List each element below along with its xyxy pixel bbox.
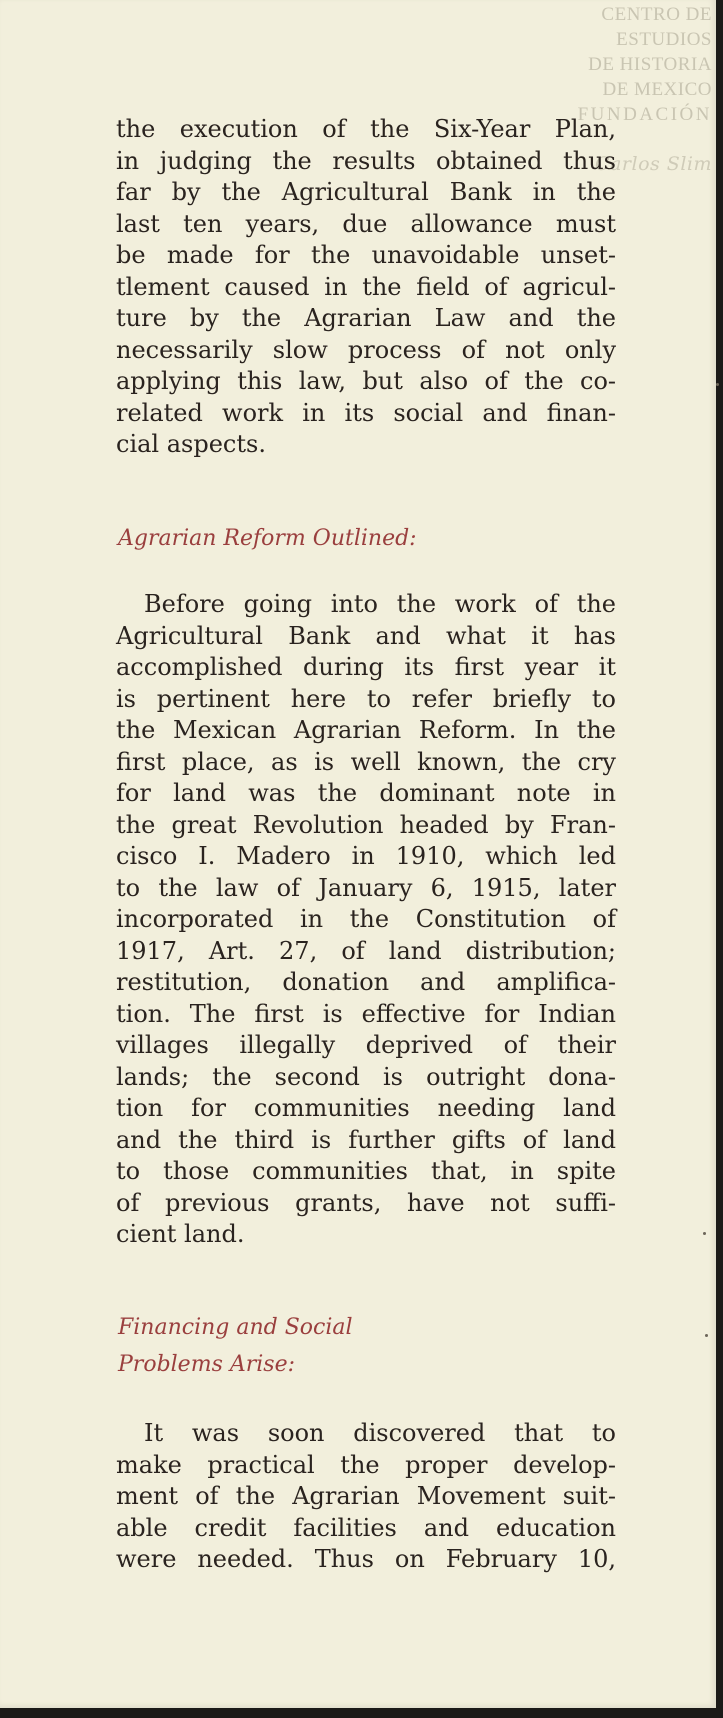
text-line: tion. The first is effective for Indian: [116, 999, 616, 1028]
text-line: far by the Agricultural Bank in the: [116, 178, 616, 206]
text-line: in judging the results obtained thus: [116, 146, 616, 175]
paper-speck: [703, 1232, 706, 1235]
heading-line: Problems Arise:: [118, 1352, 296, 1377]
paragraph-3: [116, 1418, 616, 1576]
text-line: the execution of the Six-Year Plan,: [116, 115, 616, 143]
text-line: make practical the proper develop-: [116, 1450, 616, 1479]
text-line: to the law of January 6, 1915, later: [116, 873, 616, 902]
heading-line: Financing and Social: [118, 1315, 353, 1340]
text-line: and the third is further gifts of land: [116, 1125, 616, 1154]
paper-speck: [716, 383, 719, 386]
text-line: able credit facilities and education: [116, 1513, 616, 1542]
watermark-line: DE HISTORIA: [588, 54, 712, 75]
text-line: ment of the Agrarian Movement suit-: [116, 1482, 616, 1510]
text-line: of previous grants, have not suffi-: [116, 1188, 616, 1217]
section-heading-financing: [118, 1309, 353, 1383]
text-line: cial aspects.: [116, 430, 266, 458]
text-line: lands; the second is outright dona-: [116, 1062, 616, 1091]
text-line: 1917, Art. 27, of land distribution;: [116, 936, 616, 965]
heading-line: Agrarian Reform Outlined:: [118, 526, 417, 551]
text-line: necessarily slow process of not only: [116, 335, 616, 364]
text-line: were needed. Thus on February 10,: [116, 1545, 616, 1573]
text-line: last ten years, due allowance must: [116, 209, 616, 238]
text-line: It was soon discovered that to: [144, 1419, 616, 1447]
text-line: Before going into the work of the: [144, 590, 616, 618]
archive-watermark: [512, 2, 712, 175]
text-line: related work in its social and finan-: [116, 398, 616, 427]
text-line: villages illegally deprived of their: [116, 1031, 616, 1059]
section-heading-agrarian-reform: [118, 520, 417, 557]
text-line: for land was the dominant note in: [116, 779, 616, 807]
text-line: tlement caused in the field of agricul-: [116, 272, 616, 301]
paragraph-1: [116, 114, 616, 461]
text-line: accomplished during its first year it: [116, 653, 616, 681]
watermark-signature: Carlos Slim: [595, 153, 712, 175]
watermark-line: DE MEXICO: [602, 79, 712, 100]
text-line: incorporated in the Constitution of: [116, 905, 616, 933]
text-line: to those communities that, in spite: [116, 1157, 616, 1185]
text-line: Agricultural Bank and what it has: [116, 621, 616, 650]
text-line: cisco I. Madero in 1910, which led: [116, 842, 616, 870]
paragraph-2: [116, 589, 616, 1251]
paper-speck: [705, 1334, 708, 1337]
text-line: cient land.: [116, 1220, 245, 1248]
text-line: is pertinent here to refer briefly to: [116, 684, 616, 713]
text-line: be made for the unavoidable unset-: [116, 241, 616, 269]
text-line: the great Revolution headed by Fran-: [116, 810, 616, 839]
text-line: applying this law, but also of the co-: [116, 367, 616, 395]
text-line: ture by the Agrarian Law and the: [116, 304, 616, 332]
text-line: tion for communities needing land: [116, 1094, 616, 1122]
watermark-line: CENTRO DE: [601, 4, 712, 25]
text-line: the Mexican Agrarian Reform. In the: [116, 716, 616, 744]
text-line: first place, as is well known, the cry: [116, 747, 616, 776]
watermark-org: FUNDACIÓN: [577, 104, 712, 125]
text-line: restitution, donation and amplifica-: [116, 968, 616, 996]
watermark-line: ESTUDIOS: [616, 29, 712, 50]
